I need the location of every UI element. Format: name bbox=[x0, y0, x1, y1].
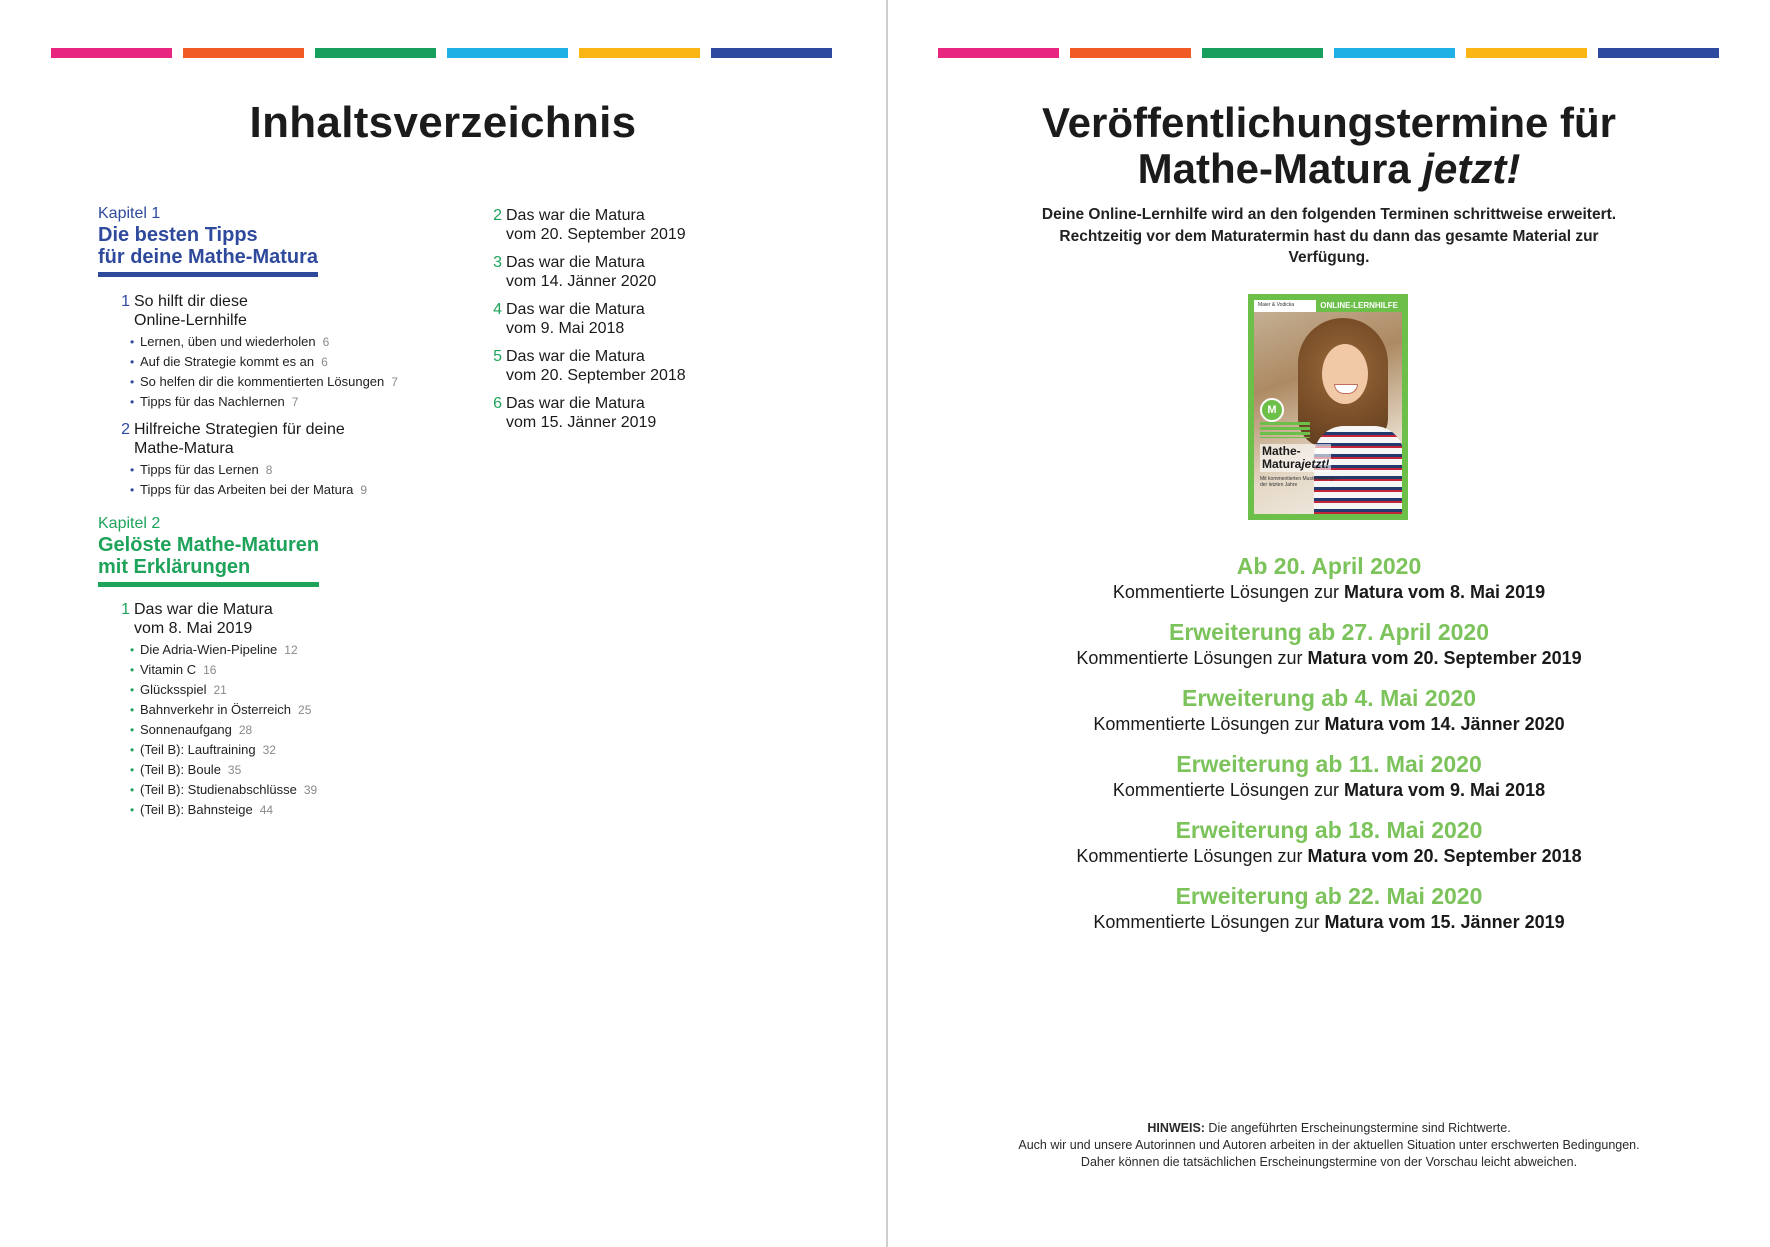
toc-entry-title: Vitamin C bbox=[140, 662, 197, 677]
toc-entry-title: So helfen dir die kommentierten Lösungen bbox=[140, 374, 385, 389]
toc-entry-title: Sonnenaufgang bbox=[140, 722, 232, 737]
chapter-1-title bbox=[98, 224, 318, 277]
release-date-description: Kommentierte Lösungen zur Matura vom 14. Jänner 2020 bbox=[1093, 714, 1565, 734]
release-date-heading: Erweiterung ab 22. Mai 2020 bbox=[1175, 883, 1483, 909]
toc-section-2-2[interactable] bbox=[490, 206, 686, 244]
toc-entry-title: Tipps für das Nachlernen bbox=[140, 394, 285, 409]
section-number: 2 bbox=[493, 207, 502, 224]
toc-entry[interactable] bbox=[132, 800, 317, 820]
toc-section-2-6[interactable] bbox=[490, 394, 656, 432]
release-date-item bbox=[888, 552, 1770, 604]
section-title: Das war die Matura vom 20. September 2019 bbox=[506, 207, 686, 243]
toc-entry-page: 35 bbox=[227, 763, 242, 777]
toc-entry-title: Die Adria-Wien-Pipeline bbox=[140, 642, 278, 657]
chapter-1-title-line1: Die besten Tipps bbox=[98, 224, 258, 246]
release-dates-page bbox=[888, 0, 1770, 1247]
toc-entry-title: Tipps für das Arbeiten bei der Matura bbox=[140, 482, 354, 497]
toc-entry[interactable] bbox=[132, 700, 317, 720]
cover-logo-icon: M bbox=[1260, 398, 1284, 422]
note-line1: Die angeführten Erscheinungstermine sind Richtwerte. bbox=[1204, 1121, 1511, 1135]
toc-entry-title: Tipps für das Lernen bbox=[140, 462, 259, 477]
toc-entry-page: 8 bbox=[265, 463, 273, 477]
toc-entry-title: Lernen, üben und wiederholen bbox=[140, 334, 316, 349]
chapter-1-title-line2: für deine Mathe-Matura bbox=[98, 246, 319, 268]
cover-green-lines bbox=[1260, 422, 1310, 438]
color-stripe-3 bbox=[1202, 48, 1323, 58]
release-title-italic: jetzt! bbox=[1422, 145, 1521, 192]
chapter-1-heading bbox=[98, 204, 318, 277]
toc-entry-title: (Teil B): Lauftraining bbox=[140, 742, 256, 757]
note-line3: Daher können die tatsächlichen Erscheinungstermine von der Vorschau leicht abweichen. bbox=[1080, 1155, 1578, 1169]
release-date-item bbox=[888, 750, 1770, 802]
color-stripes bbox=[51, 48, 843, 58]
toc-entry[interactable] bbox=[132, 680, 317, 700]
toc-entry-page: 39 bbox=[303, 783, 318, 797]
toc-section-2-4[interactable] bbox=[490, 300, 645, 338]
color-stripe-5 bbox=[579, 48, 700, 58]
section-title: Das war die Matura vom 9. Mai 2018 bbox=[506, 301, 645, 337]
cover-badge: ONLINE-LERNHILFE bbox=[1316, 300, 1402, 312]
chapter-1-label: Kapitel 1 bbox=[98, 205, 161, 222]
release-title-line1: Veröffentlichungstermine für bbox=[1041, 99, 1617, 146]
color-stripe-4 bbox=[1334, 48, 1455, 58]
section-title: Das war die Matura vom 15. Jänner 2019 bbox=[506, 395, 657, 431]
toc-entry-page: 6 bbox=[321, 355, 328, 369]
release-intro: Deine Online-Lernhilfe wird an den folgenden Terminen schrittweise erweitert. Rechtzeitig vor dem Maturatermin hast du dann das gesamte Material zur Verfügung. bbox=[1041, 206, 1617, 266]
release-dates-list bbox=[888, 552, 1770, 948]
release-date-description: Kommentierte Lösungen zur Matura vom 20. September 2018 bbox=[1076, 846, 1582, 866]
release-date-item bbox=[888, 684, 1770, 736]
release-date-item bbox=[888, 618, 1770, 670]
section-title: Das war die Matura vom 14. Jänner 2020 bbox=[506, 254, 657, 290]
toc-section-2-1[interactable] bbox=[118, 600, 317, 820]
toc-entry-page: 44 bbox=[259, 803, 274, 817]
section-number: 1 bbox=[121, 601, 130, 618]
color-stripe-6 bbox=[711, 48, 832, 58]
subsection-list bbox=[118, 460, 367, 500]
color-stripe-4 bbox=[447, 48, 568, 58]
toc-entry-title: (Teil B): Studienabschlüsse bbox=[140, 782, 297, 797]
toc-entry-page: 32 bbox=[262, 743, 276, 757]
section-number: 6 bbox=[493, 395, 502, 412]
cover-author: Maier & Vodicka bbox=[1258, 302, 1295, 308]
release-date-heading: Erweiterung ab 27. April 2020 bbox=[1169, 619, 1489, 645]
toc-title: Inhaltsverzeichnis bbox=[249, 98, 637, 147]
book-cover-image bbox=[1248, 294, 1408, 520]
release-date-heading: Erweiterung ab 11. Mai 2020 bbox=[1176, 751, 1482, 777]
toc-entry-title: Auf die Strategie kommt es an bbox=[140, 354, 315, 369]
color-stripe-1 bbox=[938, 48, 1059, 58]
section-title: Das war die Matura vom 8. Mai 2019 bbox=[134, 601, 273, 637]
chapter-2-label: Kapitel 2 bbox=[98, 515, 161, 532]
toc-entry-page: 12 bbox=[284, 643, 298, 657]
toc-entry[interactable] bbox=[132, 352, 398, 372]
toc-entry-title: Glücksspiel bbox=[140, 682, 207, 697]
chapter-2-title bbox=[98, 534, 319, 587]
toc-entry[interactable] bbox=[132, 760, 317, 780]
color-stripe-2 bbox=[183, 48, 304, 58]
release-title-line2: Mathe-Matura bbox=[1137, 145, 1423, 192]
subsection-list bbox=[118, 640, 317, 820]
release-title bbox=[888, 100, 1770, 192]
release-date-description: Kommentierte Lösungen zur Matura vom 15. Jänner 2019 bbox=[1093, 912, 1565, 932]
toc-entry[interactable] bbox=[132, 332, 398, 352]
section-title: Hilfreiche Strategien für deine Mathe-Matura bbox=[134, 421, 345, 457]
note-line2: Auch wir und unsere Autorinnen und Autoren arbeiten in der aktuellen Situation unter erschwerten Bedingungen. bbox=[1018, 1138, 1640, 1152]
toc-entry-title: Bahnverkehr in Österreich bbox=[140, 702, 292, 717]
note-label: HINWEIS: bbox=[1147, 1121, 1205, 1135]
cover-subtitle: Mit kommentierten Musterlösungen der letzten Jahre bbox=[1260, 476, 1339, 488]
release-date-description: Kommentierte Lösungen zur Matura vom 20. September 2019 bbox=[1076, 648, 1582, 668]
chapter-2-title-line1: Gelöste Mathe-Maturen bbox=[98, 534, 320, 556]
toc-entry[interactable] bbox=[132, 660, 317, 680]
toc-entry[interactable] bbox=[132, 640, 317, 660]
section-number: 1 bbox=[121, 293, 130, 310]
toc-section-1-1[interactable] bbox=[118, 292, 398, 412]
toc-entry[interactable] bbox=[132, 460, 367, 480]
toc-section-2-3[interactable] bbox=[490, 253, 656, 291]
color-stripe-2 bbox=[1070, 48, 1191, 58]
release-date-description: Kommentierte Lösungen zur Matura vom 9. Mai 2018 bbox=[1112, 780, 1546, 800]
toc-entry[interactable] bbox=[132, 372, 398, 392]
release-note bbox=[948, 1120, 1710, 1171]
toc-entry[interactable] bbox=[132, 480, 367, 500]
toc-entry-title: (Teil B): Bahnsteige bbox=[140, 802, 253, 817]
release-date-heading: Erweiterung ab 18. Mai 2020 bbox=[1175, 817, 1483, 843]
subsection-list bbox=[118, 332, 398, 412]
chapter-2-title-line2: mit Erklärungen bbox=[98, 556, 251, 578]
color-stripe-1 bbox=[51, 48, 172, 58]
release-date-description: Kommentierte Lösungen zur Matura vom 8. Mai 2019 bbox=[1112, 582, 1546, 602]
cover-title: Mathe- Maturajetzt! bbox=[1262, 444, 1330, 471]
cover-photo-face bbox=[1322, 344, 1368, 404]
toc-entry[interactable] bbox=[132, 720, 317, 740]
section-number: 3 bbox=[493, 254, 502, 271]
toc-entry-page: 6 bbox=[322, 335, 330, 349]
toc-entry-page: 7 bbox=[291, 395, 299, 409]
color-stripes bbox=[938, 48, 1730, 58]
toc-entry-page: 9 bbox=[360, 483, 368, 497]
toc-entry-page: 21 bbox=[213, 683, 227, 697]
color-stripe-5 bbox=[1466, 48, 1587, 58]
toc-entry[interactable] bbox=[132, 392, 398, 412]
release-date-heading: Ab 20. April 2020 bbox=[1236, 553, 1422, 579]
section-title: Das war die Matura vom 20. September 2018 bbox=[506, 348, 686, 384]
toc-entry[interactable] bbox=[132, 780, 317, 800]
toc-entry-page: 7 bbox=[391, 375, 398, 389]
toc-entry-page: 25 bbox=[298, 703, 312, 717]
release-date-item bbox=[888, 882, 1770, 934]
toc-entry-page: 28 bbox=[238, 723, 253, 737]
color-stripe-3 bbox=[315, 48, 436, 58]
section-number: 4 bbox=[493, 301, 502, 318]
toc-section-2-5[interactable] bbox=[490, 347, 686, 385]
toc-entry[interactable] bbox=[132, 740, 317, 760]
release-date-item bbox=[888, 816, 1770, 868]
toc-entry-title: (Teil B): Boule bbox=[140, 762, 221, 777]
section-number: 5 bbox=[493, 348, 502, 365]
color-stripe-6 bbox=[1598, 48, 1719, 58]
toc-entry-page: 16 bbox=[203, 663, 217, 677]
release-date-heading: Erweiterung ab 4. Mai 2020 bbox=[1181, 685, 1476, 711]
section-title: So hilft dir diese Online-Lernhilfe bbox=[134, 293, 248, 329]
chapter-2-heading bbox=[98, 514, 319, 587]
section-number: 2 bbox=[121, 421, 130, 438]
toc-section-1-2[interactable] bbox=[118, 420, 367, 500]
